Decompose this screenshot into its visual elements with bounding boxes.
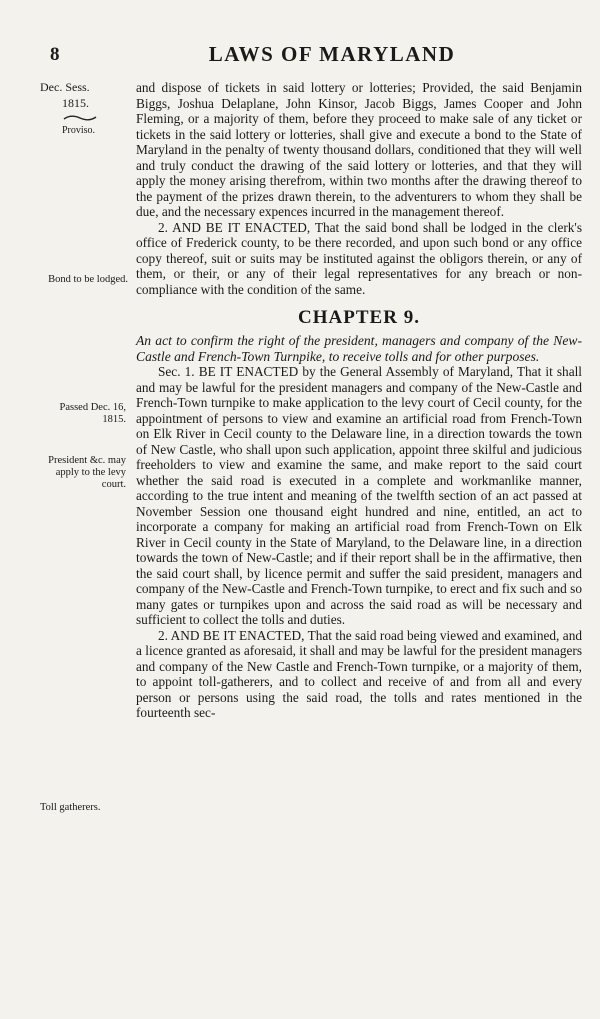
paragraph-section-1: Sec. 1. BE IT ENACTED by the General Assembly of Maryland, That it shall and may be lawful for the president managers and company of the New-Castle and French-Town turnpike to make application to the levy court of Cecil county, for the appointment of persons to view and examine an artificial road from French-Town on Elk River in Cecil county to the Delaware line, in a direction towards the town of New Castle, who shall upon such application, appoint three skilful and judicious freeholders to view and examine the same, and make report to the said court whether the said road is executed in a complete and workmanlike manner, according to the true intent and meaning of the twelfth section of an act passed at November Session one thousand eight hundred and nine, entitled, an act to incorporate a company for making an artificial road from French-Town on Elk River in Cecil county in the State of Maryland, to the Delaware line, in a direction towards the town of New-Castle; and if their report shall be in the affirmative, then the said court shall, by licence permit and suffer the said president, managers and company of the New-Castle and French-Town turnpike, to erect and fix such and so many gates or turnpikes upon and across the said road as will be necessary and sufficient to collect the tolls and duties.	[136, 364, 582, 627]
page-header	[42, 40, 582, 68]
margin-note-passed: Passed Dec. 16, 1815.	[59, 402, 126, 425]
paragraph-lottery-proviso: and dispose of tickets in said lottery or lotteries; Provided, the said Benjamin Biggs, Joshua Delaplane, John Kinsor, Jacob Biggs, James Cooper and John Fleming, or a majority of them, before they proceed to make sale of any ticket or tickets in the said lottery or lotteries, shall give and execute a bond to the State of Maryland in the penalty of twenty thousand dollars, conditioned that they will well and truly conduct the drawing of the said lottery or lotteries, and that they will apply the money arising therefrom, within two months after the drawing thereof to the payment of the prizes drawn therein, to the adventurers to whom they shall be due, and the necessary expences incurred in the management thereof.	[136, 80, 582, 219]
chapter-title: An act to confirm the right of the president, managers and company of the New-Castle and French-Town Turnpike, to receive tolls and for other purposes.	[136, 333, 582, 364]
margin-note-session	[40, 79, 132, 111]
session-year: 1815.	[62, 96, 89, 110]
margin-note-president: President &c. may apply to the levy court.	[48, 455, 126, 490]
margin-note-proviso: Proviso.	[62, 125, 96, 136]
session-label: Dec. Sess.	[40, 80, 90, 94]
running-title: LAWS OF MARYLAND	[208, 42, 456, 66]
margin-note-bond: Bond to be lodged.	[48, 274, 128, 285]
margin-note-toll: Toll gatherers.	[40, 802, 101, 813]
swash-ornament-icon	[62, 113, 98, 123]
paragraph-bond-lodged: 2. AND BE IT ENACTED, That the said bond shall be lodged in the clerk's office of Frederick county, to be there recorded, and upon such bond or any office copy thereof, suit or suits may be instituted against the obligors therein, or any of them, or their, or any of their legal representatives for any breach or non-compliance with the condition of the same.	[136, 219, 582, 297]
main-text	[136, 80, 582, 721]
paragraph-section-2: 2. AND BE IT ENACTED, That the said road being viewed and examined, and a licence granted as aforesaid, it shall and may be lawful for the president managers and company of the New Castle and French-Town turnpike, or a majority of them, to appoint toll-gatherers, and to collect and receive of and from all and every person or persons using the said road, the tolls and rates mentioned in the fourteenth sec-	[136, 627, 582, 720]
page-number: 8	[50, 44, 60, 65]
chapter-heading: CHAPTER 9.	[298, 307, 420, 328]
